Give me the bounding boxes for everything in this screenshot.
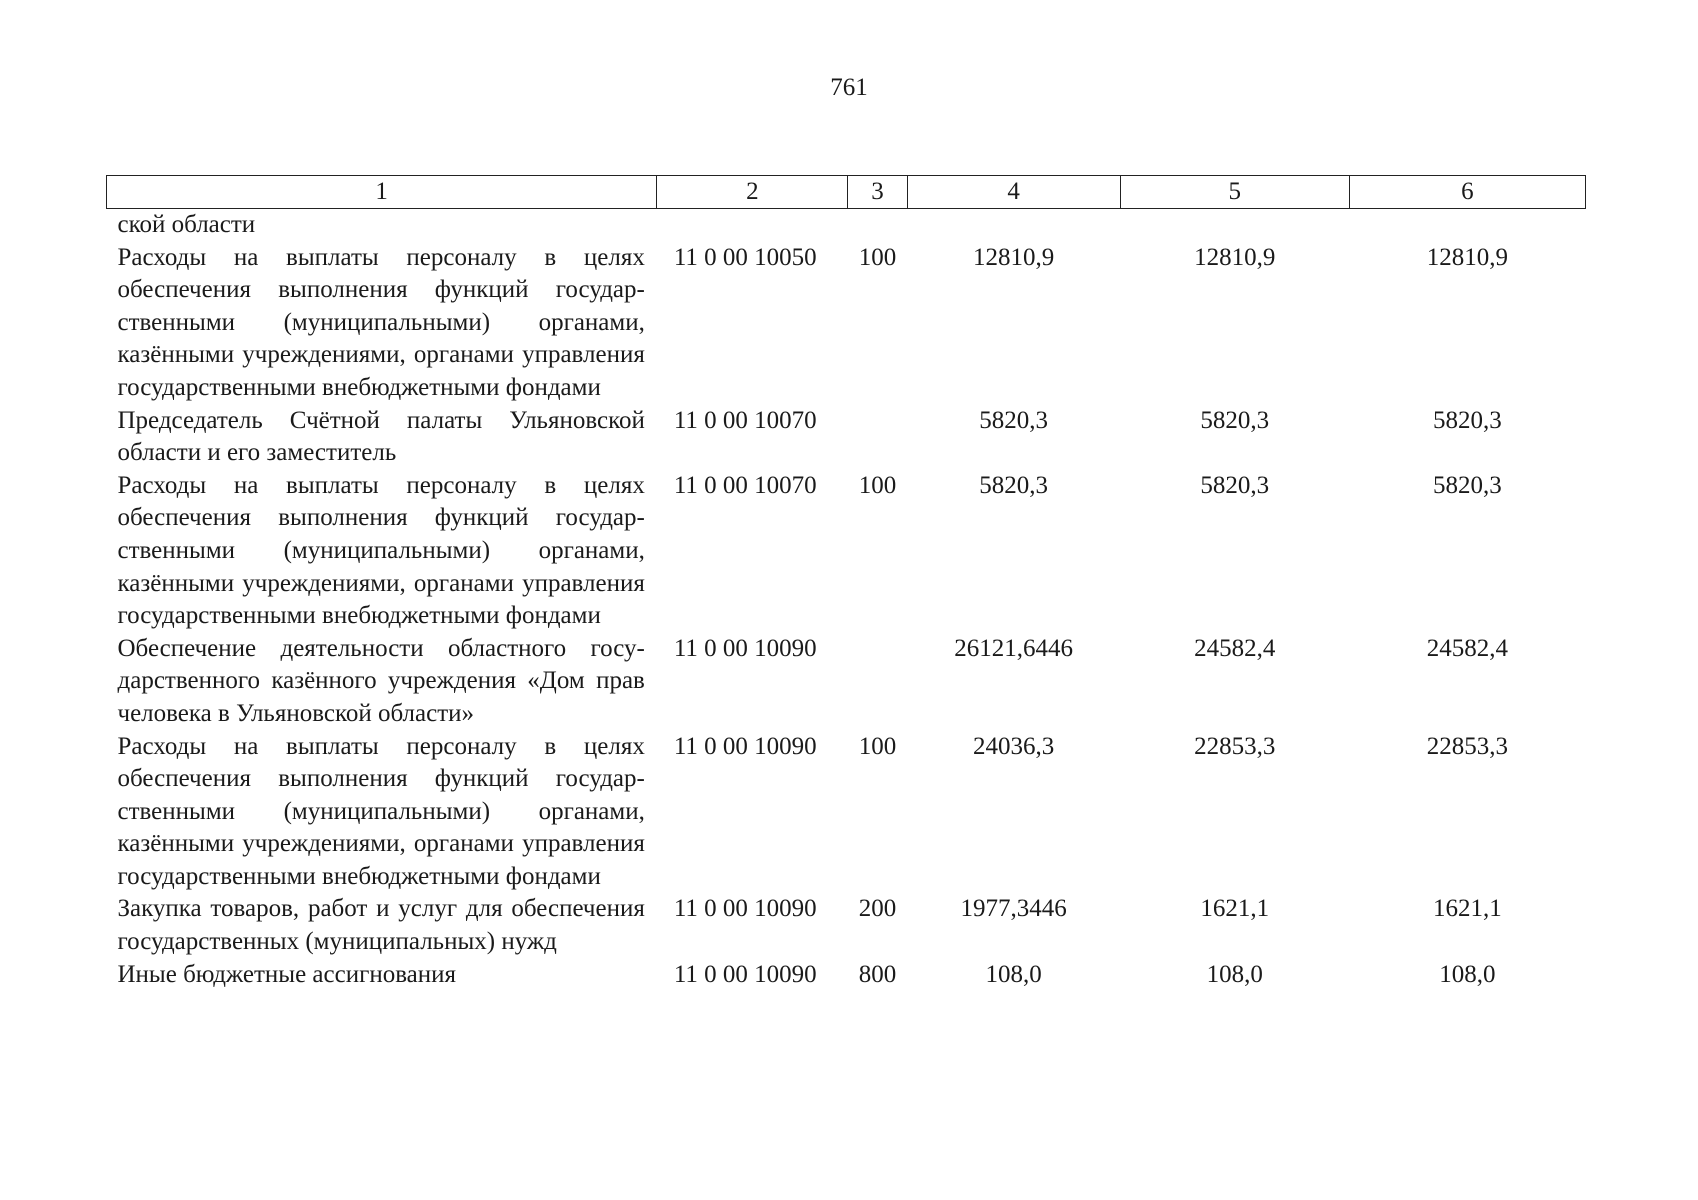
row-value-5: 5820,3 [1200,406,1270,434]
row-code: 11 0 00 10090 [673,634,817,662]
row-expense-type [848,633,907,731]
row-value-4: 5820,3 [979,406,1048,434]
header-col-5: 5 [1120,176,1349,209]
row-value-5: 22853,3 [1194,732,1276,760]
row-value-6: 108,0 [1439,960,1496,988]
row-name: Расходы на выплаты персоналу в целях обеспечения выполнения функций государственными (муниципальными) органами, казёнными учреждениями, органами управления государственными внебюджетными фондами [117,732,645,890]
row-name: Закупка товаров, работ и услуг для обеспечения государственных (муниципальных) нужд [117,895,645,956]
row-expense-type [848,209,907,242]
table-row [107,242,1586,405]
header-row [107,176,1586,209]
row-code: 11 0 00 10090 [673,895,817,923]
header-col-2: 2 [657,176,848,209]
table-row [107,959,1586,992]
row-expense-type: 200 [858,895,897,923]
row-expense-type: 100 [858,243,897,271]
row-value-5: 108,0 [1206,960,1263,988]
table-row [107,470,1586,633]
header-col-6: 6 [1349,176,1585,209]
table-header [107,176,1586,209]
row-value-5: 24582,4 [1194,634,1276,662]
row-value-4 [907,209,1120,242]
row-name: Расходы на выплаты персоналу в целях обеспечения выполнения функций государственными (муниципальными) органами, казёнными учреждениями, органами управления государственными внебюджетными фондами [117,471,645,630]
row-expense-type: 100 [858,471,897,499]
table-row [107,731,1586,894]
row-expense-type: 800 [858,960,897,988]
row-value-5: 5820,3 [1200,471,1270,499]
row-code: 11 0 00 10050 [673,243,817,271]
row-expense-type [848,405,907,470]
table-row [107,633,1586,731]
row-value-6: 12810,9 [1426,243,1509,271]
table-row [107,893,1586,958]
row-value-5: 1621,1 [1200,895,1270,923]
row-expense-type: 100 [858,732,897,760]
row-value-4: 108,0 [985,960,1042,988]
row-value-6: 24582,4 [1426,634,1509,662]
table-row [107,405,1586,470]
page-number: 761 [830,74,868,101]
row-name: ской области [117,211,256,238]
table-row [107,209,1586,242]
header-col-4: 4 [907,176,1120,209]
row-code: 11 0 00 10090 [673,960,817,988]
row-value-6: 5820,3 [1433,471,1502,499]
row-value-4: 5820,3 [979,471,1048,499]
row-value-6: 22853,3 [1426,732,1509,760]
row-value-4: 12810,9 [972,243,1055,271]
row-name: Расходы на выплаты персоналу в целях обеспечения выполнения функций государственными (муниципальными) органами, казёнными учреждениями, органами управления государственными внебюджетными фондами [117,243,645,401]
row-name: Иные бюджетные ассигнования [117,960,457,988]
row-value-5 [1120,209,1349,242]
header-col-1: 1 [107,176,657,209]
row-value-6: 5820,3 [1433,406,1502,434]
header-col-3: 3 [848,176,907,209]
row-value-4: 24036,3 [972,732,1055,760]
table-body [107,209,1586,992]
row-code [657,209,848,242]
row-code: 11 0 00 10070 [673,471,817,499]
row-name: Обеспечение деятельности областного государственного казённого учреждения «Дом прав человека в Ульяновской области» [117,634,645,727]
row-value-5: 12810,9 [1194,243,1276,271]
row-value-4: 1977,3446 [960,895,1067,923]
row-value-6: 1621,1 [1433,895,1502,923]
row-value-6 [1349,209,1585,242]
row-value-4: 26121,6446 [954,634,1073,662]
row-code: 11 0 00 10090 [673,732,817,760]
row-code: 11 0 00 10070 [673,406,817,434]
budget-table [106,175,1586,991]
row-name: Председатель Счётной палаты Ульяновской области и его заместитель [117,406,645,467]
